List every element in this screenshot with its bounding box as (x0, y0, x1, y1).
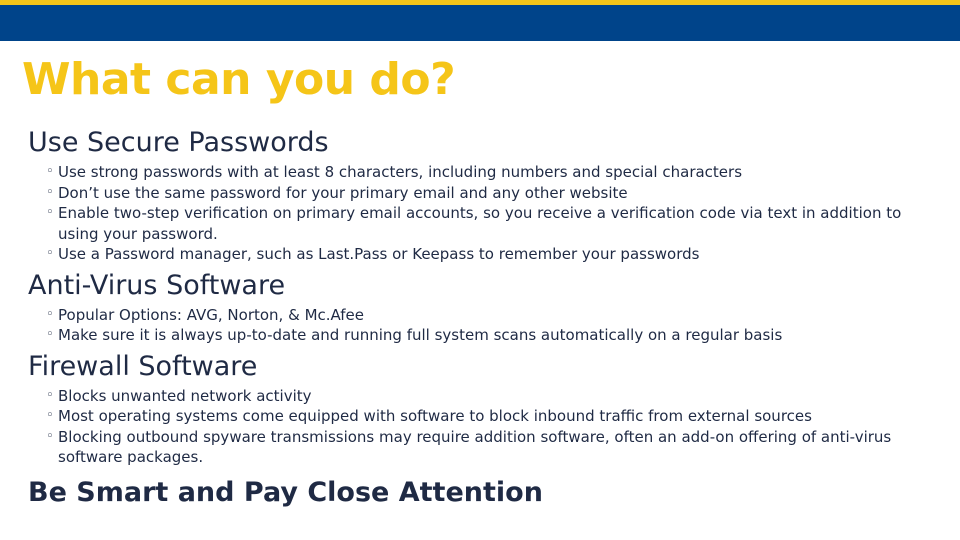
bullet-marker: ◦ (46, 164, 54, 179)
list-item (46, 244, 938, 265)
bullet-text: Use strong passwords with at least 8 characters, including numbers and special characters (58, 163, 743, 181)
section-firewall (28, 348, 938, 468)
section-heading: Firewall Software (28, 350, 258, 382)
list-item (46, 162, 938, 183)
bullet-text: Don’t use the same password for your primary email and any other website (58, 183, 628, 202)
list-item (46, 203, 938, 244)
slide-content (28, 124, 938, 512)
top-header-band (0, 5, 960, 41)
bullet-list (28, 305, 938, 346)
bullet-list (28, 162, 938, 265)
bullet-marker: ◦ (46, 327, 54, 342)
list-item (46, 183, 938, 204)
slide-title: What can you do? (22, 54, 456, 105)
section-heading: Be Smart and Pay Close Attention (28, 476, 543, 508)
bullet-marker: ◦ (46, 387, 54, 403)
bullet-text: Most operating systems come equipped with software to block inbound traffic from external sources (58, 407, 812, 425)
bullet-marker: ◦ (46, 205, 54, 220)
bullet-marker: ◦ (46, 306, 54, 322)
bullet-marker: ◦ (46, 246, 54, 261)
section-heading: Use Secure Passwords (28, 127, 329, 158)
bullet-text: Use a Password manager, such as Last.Pass or Keepass to remember your passwords (58, 245, 700, 263)
section-be-smart (28, 474, 938, 512)
bullet-text: Blocks unwanted network activity (58, 386, 312, 405)
bullet-marker: ◦ (46, 408, 54, 423)
bullet-list (28, 386, 938, 468)
list-item (46, 305, 938, 326)
list-item (46, 386, 938, 407)
list-item (46, 325, 938, 346)
bullet-text: Make sure it is always up-to-date and running full system scans automatically on a regular basis (58, 326, 783, 344)
section-anti-virus (28, 267, 938, 346)
list-item (46, 406, 938, 427)
bullet-text: Popular Options: AVG, Norton, & Mc.Afee (58, 305, 364, 324)
section-heading: Anti-Virus Software (28, 269, 286, 301)
bullet-text: Blocking outbound spyware transmissions may require addition software, often an add-on offering of anti-virus software packages. (58, 427, 892, 466)
list-item (46, 427, 938, 468)
bullet-marker: ◦ (46, 428, 54, 444)
bullet-text: Enable two-step verification on primary email accounts, so you receive a verification code via text in addition to using your password. (58, 204, 902, 243)
bullet-marker: ◦ (46, 184, 54, 200)
section-secure-passwords (28, 124, 938, 265)
